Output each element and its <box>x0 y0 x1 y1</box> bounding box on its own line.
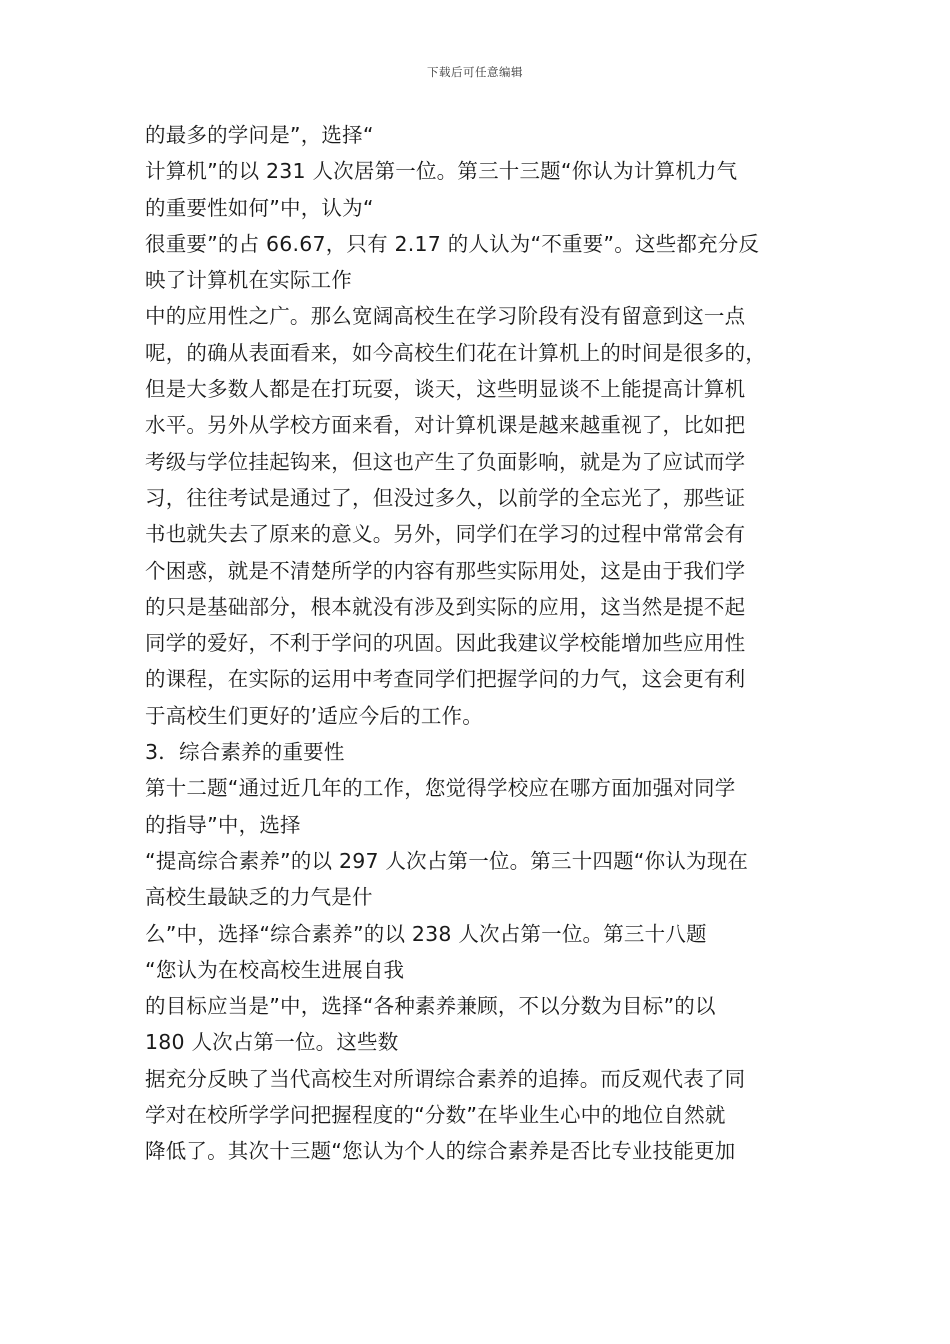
text-line: 呢，的确从表面看来，如今高校生们花在计算机上的时间是很多的， <box>145 340 766 365</box>
text-line: “提高综合素养”的以 297 人次占第一位。第三十四题“你认为现在 <box>145 848 749 873</box>
text-line: 计算机”的以 231 人次居第一位。第三十三题“你认为计算机力气 <box>145 159 738 184</box>
section-heading: 3．综合素养的重要性 <box>145 740 345 765</box>
text-line: 考级与学位挂起钩来，但这也产生了负面影响，就是为了应试而学 <box>145 449 746 474</box>
text-line: 很重要”的占 66.67，只有 2.17 的人认为“不重要”。这些都充分反 <box>145 231 760 256</box>
text-line: 的指导”中，选择 <box>145 812 301 837</box>
text-line: 的重要性如何”中，认为“ <box>145 195 374 220</box>
text-line: 么”中，选择“综合素养”的以 238 人次占第一位。第三十八题 <box>145 921 707 946</box>
text-line: 第十二题“通过近几年的工作，您觉得学校应在哪方面加强对同学 <box>145 776 736 801</box>
text-line: 书也就失去了原来的意义。另外，同学们在学习的过程中常常会有 <box>145 522 746 547</box>
text-line: 同学的爱好，不利于学问的巩固。因此我建议学校能增加些应用性 <box>145 631 746 656</box>
text-line: 据充分反映了当代高校生对所谓综合素养的追捧。而反观代表了同 <box>145 1066 746 1091</box>
text-line: 180 人次占第一位。这些数 <box>145 1030 399 1055</box>
text-line: 学对在校所学学问把握程度的“分数”在毕业生心中的地位自然就 <box>145 1103 726 1128</box>
text-line: 的最多的学问是”，选择“ <box>145 123 374 147</box>
text-line: 习，往往考试是通过了，但没过多久，以前学的全忘光了，那些证 <box>145 485 746 510</box>
text-line: 映了计算机在实际工作 <box>145 268 352 293</box>
text-line: 于高校生们更好的’适应今后的工作。 <box>145 703 483 728</box>
text-line: 中的应用性之广。那么宽阔高校生在学习阶段有没有留意到这一点 <box>145 304 746 329</box>
text-line: 的目标应当是”中，选择“各种素养兼顾，不以分数为目标”的以 <box>145 994 716 1019</box>
text-line: 的只是基础部分，根本就没有涉及到实际的应用，这当然是提不起 <box>145 594 746 619</box>
text-line: 但是大多数人都是在打玩耍，谈天，这些明显谈不上能提高计算机 <box>145 377 746 402</box>
text-line: 高校生最缺乏的力气是什 <box>145 885 373 910</box>
body-text <box>145 117 810 1170</box>
text-line: 的课程，在实际的运用中考查同学们把握学问的力气，这会更有利 <box>145 667 746 692</box>
text-line: 个困惑，就是不清楚所学的内容有那些实际用处，这是由于我们学 <box>145 558 746 583</box>
text-line: “您认为在校高校生进展自我 <box>145 957 405 982</box>
text-line: 水平。另外从学校方面来看，对计算机课是越来越重视了，比如把 <box>145 413 746 438</box>
text-line: 降低了。其次十三题“您认为个人的综合素养是否比专业技能更加 <box>145 1139 736 1164</box>
page-header: 下载后可任意编辑 <box>427 65 523 79</box>
